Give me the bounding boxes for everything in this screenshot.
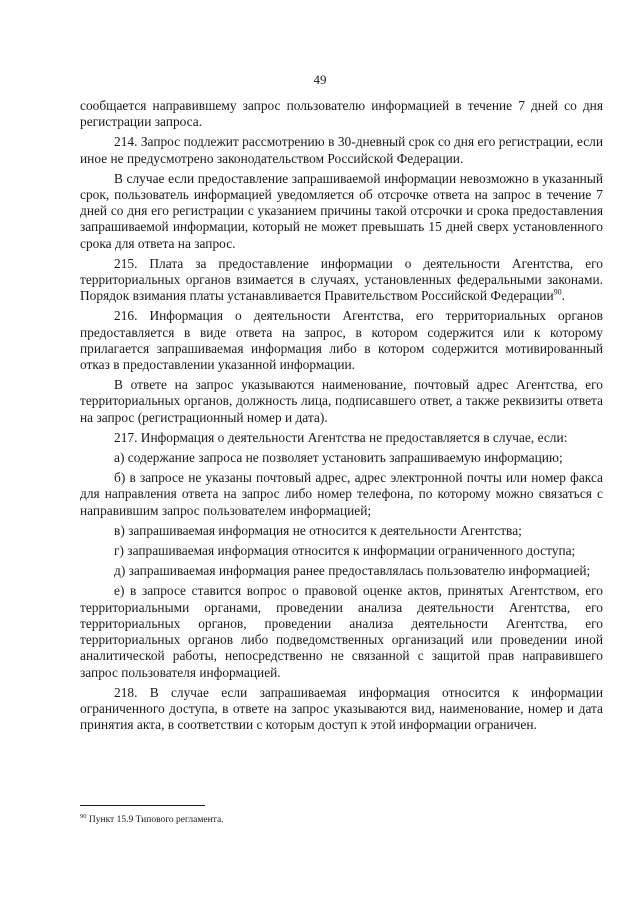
list-item-a: а) содержание запроса не позволяет установить запрашиваемую информацию; — [114, 450, 563, 466]
list-item-e: е) в запросе ставится вопрос о правовой оценке актов, принятых Агентством, его территориальными органами, проведении анализа деятельности Агентства, его территориальных органов, проведении анализа деятельности Агентства, его территориальных органов либо подведомственных организаций или проведении иной аналитической работы, непосредственно не связанной с защитой прав направившего запрос пользователя информацией. — [80, 583, 603, 680]
page-number: 49 — [313, 72, 327, 87]
list-item-b: б) в запросе не указаны почтовый адрес, адрес электронной почты или номер факса для направления ответа на запрос либо номер телефона, по которому можно связаться с направившим запрос пользователем информацией; — [80, 470, 603, 518]
paragraph-215-text: 215. Плата за предоставление информации о деятельности Агентства, его территориальных органов взимается в случаях, установленных федеральными законами. Порядок взимания платы устанавливается Правительством Российской Федерации — [80, 255, 603, 304]
paragraph-216-answer-details: В ответе на запрос указываются наименование, почтовый адрес Агентства, его территориальных органов, должность лица, подписавшего ответ, а также реквизиты ответа на запрос (регистрационный номер и дата). — [80, 377, 603, 425]
footnote-reference: 90 — [553, 287, 562, 297]
footnote-text: Пункт 15.9 Типового регламента. — [88, 815, 224, 826]
list-item-d: д) запрашиваемая информация ранее предоставлялась пользователю информацией; — [114, 563, 591, 579]
footnote-divider — [80, 805, 205, 806]
list-item-v: в) запрашиваемая информация не относится к деятельности Агентства; — [114, 522, 522, 538]
footnote-marker: 90 — [80, 813, 87, 820]
paragraph-216: 216. Информация о деятельности Агентства, его территориальных органов предоставляется в виде ответа на запрос, в котором содержится или к которому прилагается запрашиваемая информация либо в котором содержится мотивированный отказ в предоставлении указанной информации. — [80, 308, 603, 373]
document-body — [80, 98, 603, 737]
paragraph-continuation: сообщается направившему запрос пользователю информацией в течение 7 дней со дня регистрации запроса. — [80, 98, 603, 130]
paragraph-217: 217. Информация о деятельности Агентства не предоставляется в случае, если: — [114, 429, 568, 445]
paragraph-214: 214. Запрос подлежит рассмотрению в 30-дневный срок со дня его регистрации, если иное не предусмотрено законодательством Российской Федерации. — [80, 134, 603, 166]
paragraph-215 — [80, 256, 603, 305]
paragraph-215-end: . — [561, 288, 565, 304]
paragraph-214-deferral: В случае если предоставление запрашиваемой информации невозможно в указанный срок, пользователь информацией уведомляется об отсрочке ответа на запрос в течение 7 дней со дня его регистрации с указанием причины такой отсрочки и срока предоставления запрашиваемой информации, который не может превышать 15 дней сверх установленного срока для ответа на запрос. — [80, 170, 603, 251]
paragraph-218: 218. В случае если запрашиваемая информация относится к информации ограниченного доступа, в ответе на запрос указываются вид, наименование, номер и дата принятия акта, в соответствии с которым доступ к этой информации ограничен. — [80, 684, 603, 733]
footnote — [80, 811, 600, 826]
list-item-g: г) запрашиваемая информация относится к информации ограниченного доступа; — [114, 543, 576, 559]
